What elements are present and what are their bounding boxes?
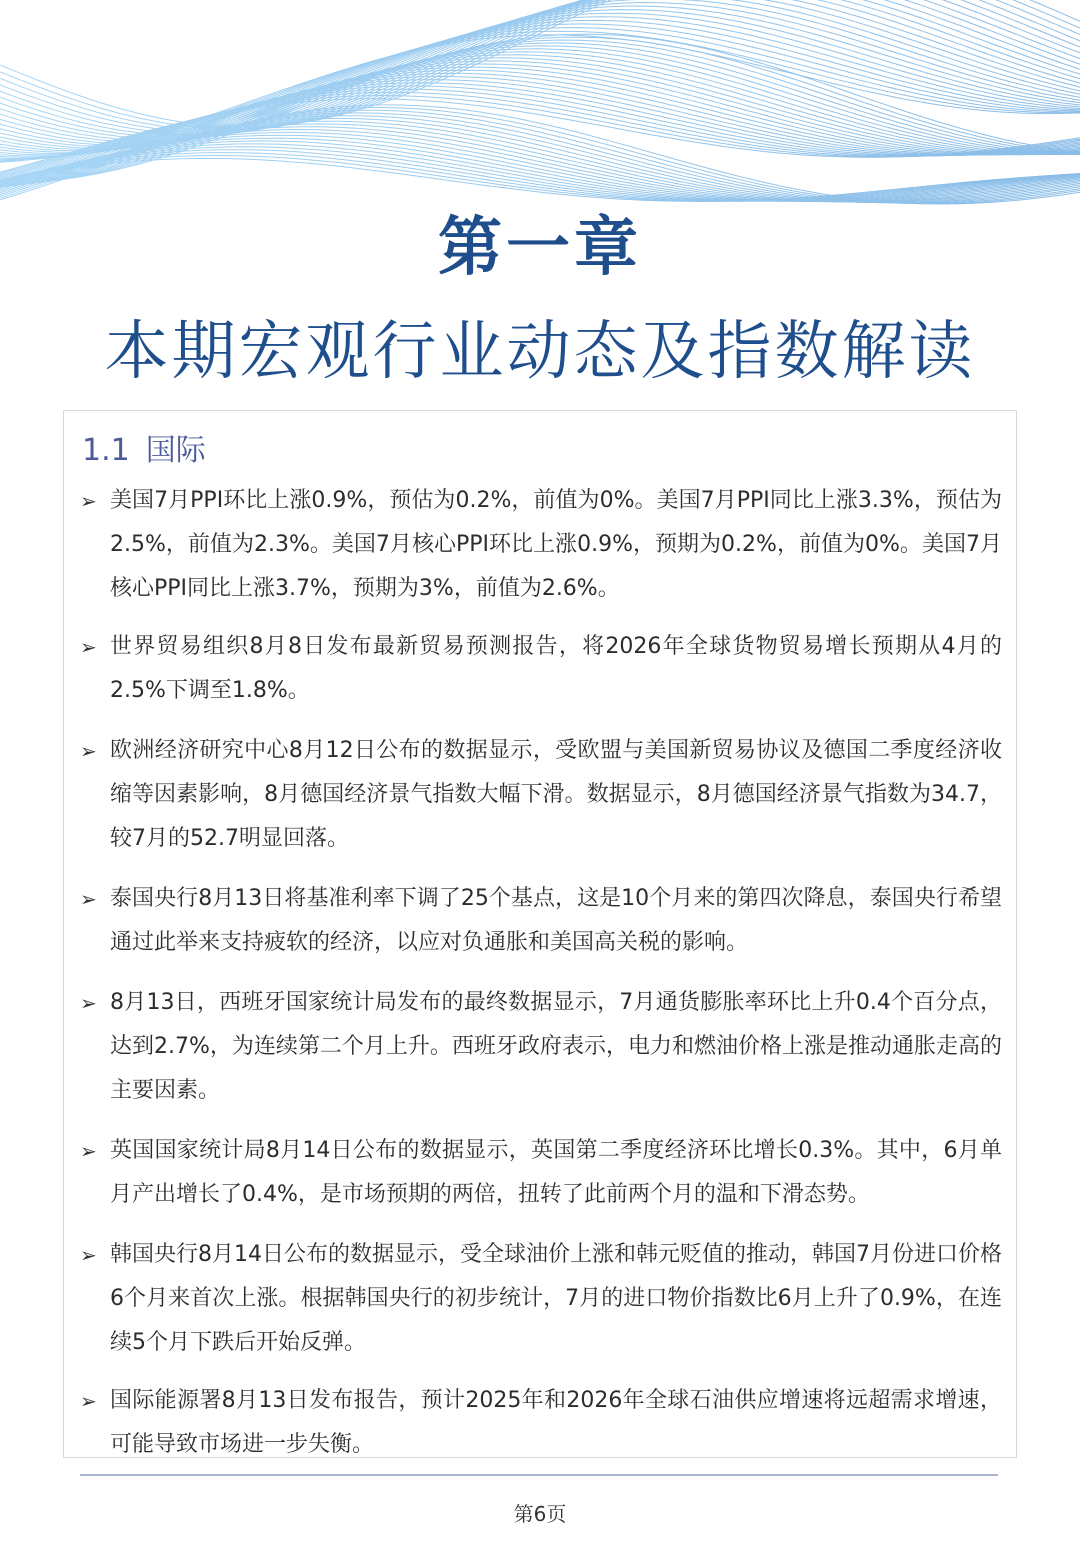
list-item-text: 欧洲经济研究中心8月12日公布的数据显示，受欧盟与美国新贸易协议及德国二季度经济收缩等因素影响，8月德国经济景气指数大幅下滑。数据显示，8月德国经济景气指数为34.7，较7月的52.7明显回落。 bbox=[110, 738, 1002, 851]
arrow-bullet-icon: ➢ bbox=[80, 887, 97, 911]
wave-line bbox=[0, 40, 1080, 186]
list-item-text: 8月13日，西班牙国家统计局发布的最终数据显示，7月通货膨胀率环比上升0.4个百分点，达到2.7%，为连续第二个月上升。西班牙政府表示，电力和燃油价格上涨是推动通胀走高的主要因素。 bbox=[110, 990, 1002, 1103]
wave-line bbox=[0, 0, 1080, 147]
section-heading bbox=[82, 425, 206, 469]
content-box bbox=[63, 410, 1017, 1458]
list-item-text: 国际能源署8月13日发布报告，预计2025年和2026年全球石油供应增速将远超需求增速，可能导致市场进一步失衡。 bbox=[110, 1388, 1002, 1457]
arrow-bullet-icon: ➢ bbox=[80, 1139, 97, 1163]
arrow-bullet-icon: ➢ bbox=[80, 1389, 97, 1413]
chapter-title: 本期宏观行业动态及指数解读 bbox=[104, 315, 976, 389]
list-item-text: 美国7月PPI环比上涨0.9%，预估为0.2%，前值为0%。美国7月PPI同比上涨3.3%，预估为2.5%，前值为2.3%。美国7月核心PPI环比上涨0.9%，预期为0.2%，前值为0%。美国7月核心PPI同比上涨3.7%，预期为3%，前值为2.6%。 bbox=[110, 488, 1002, 601]
list-item-text: 韩国央行8月14日公布的数据显示，受全球油价上涨和韩元贬值的推动，韩国7月份进口价格6个月来首次上涨。根据韩国央行的初步统计，7月的进口物价指数比6月上升了0.9%，在连续5个月下跌后开始反弹。 bbox=[110, 1242, 1002, 1355]
section-number: 1.1 bbox=[82, 433, 130, 468]
list-item-text: 英国国家统计局8月14日公布的数据显示，英国第二季度经济环比增长0.3%。其中，6月单月产出增长了0.4%，是市场预期的两倍，扭转了此前两个月的温和下滑态势。 bbox=[110, 1138, 1002, 1207]
arrow-bullet-icon: ➢ bbox=[80, 739, 97, 763]
page-number: 第6页 bbox=[513, 1502, 567, 1526]
list-item-text: 泰国央行8月13日将基准利率下调了25个基点，这是10个月来的第四次降息，泰国央行希望通过此举来支持疲软的经济，以应对负通胀和美国高关税的影响。 bbox=[110, 886, 1002, 955]
chapter-number: 第一章 bbox=[438, 211, 642, 285]
arrow-bullet-icon: ➢ bbox=[80, 1243, 97, 1267]
section-title: 国际 bbox=[145, 433, 206, 468]
wave-line bbox=[0, 0, 1080, 144]
arrow-bullet-icon: ➢ bbox=[80, 991, 97, 1015]
wave-line bbox=[0, 0, 1080, 129]
wave-line bbox=[0, 49, 1080, 187]
wave-line bbox=[0, 0, 1080, 132]
list-item-text: 世界贸易组织8月8日发布最新贸易预测报告，将2026年全球货物贸易增长预期从4月的2.5%下调至1.8%。 bbox=[110, 634, 1002, 703]
wave-line bbox=[0, 34, 1080, 183]
footer-divider bbox=[80, 1474, 998, 1476]
arrow-bullet-icon: ➢ bbox=[80, 635, 97, 659]
arrow-bullet-icon: ➢ bbox=[80, 489, 97, 513]
wave-line bbox=[0, 64, 1080, 185]
